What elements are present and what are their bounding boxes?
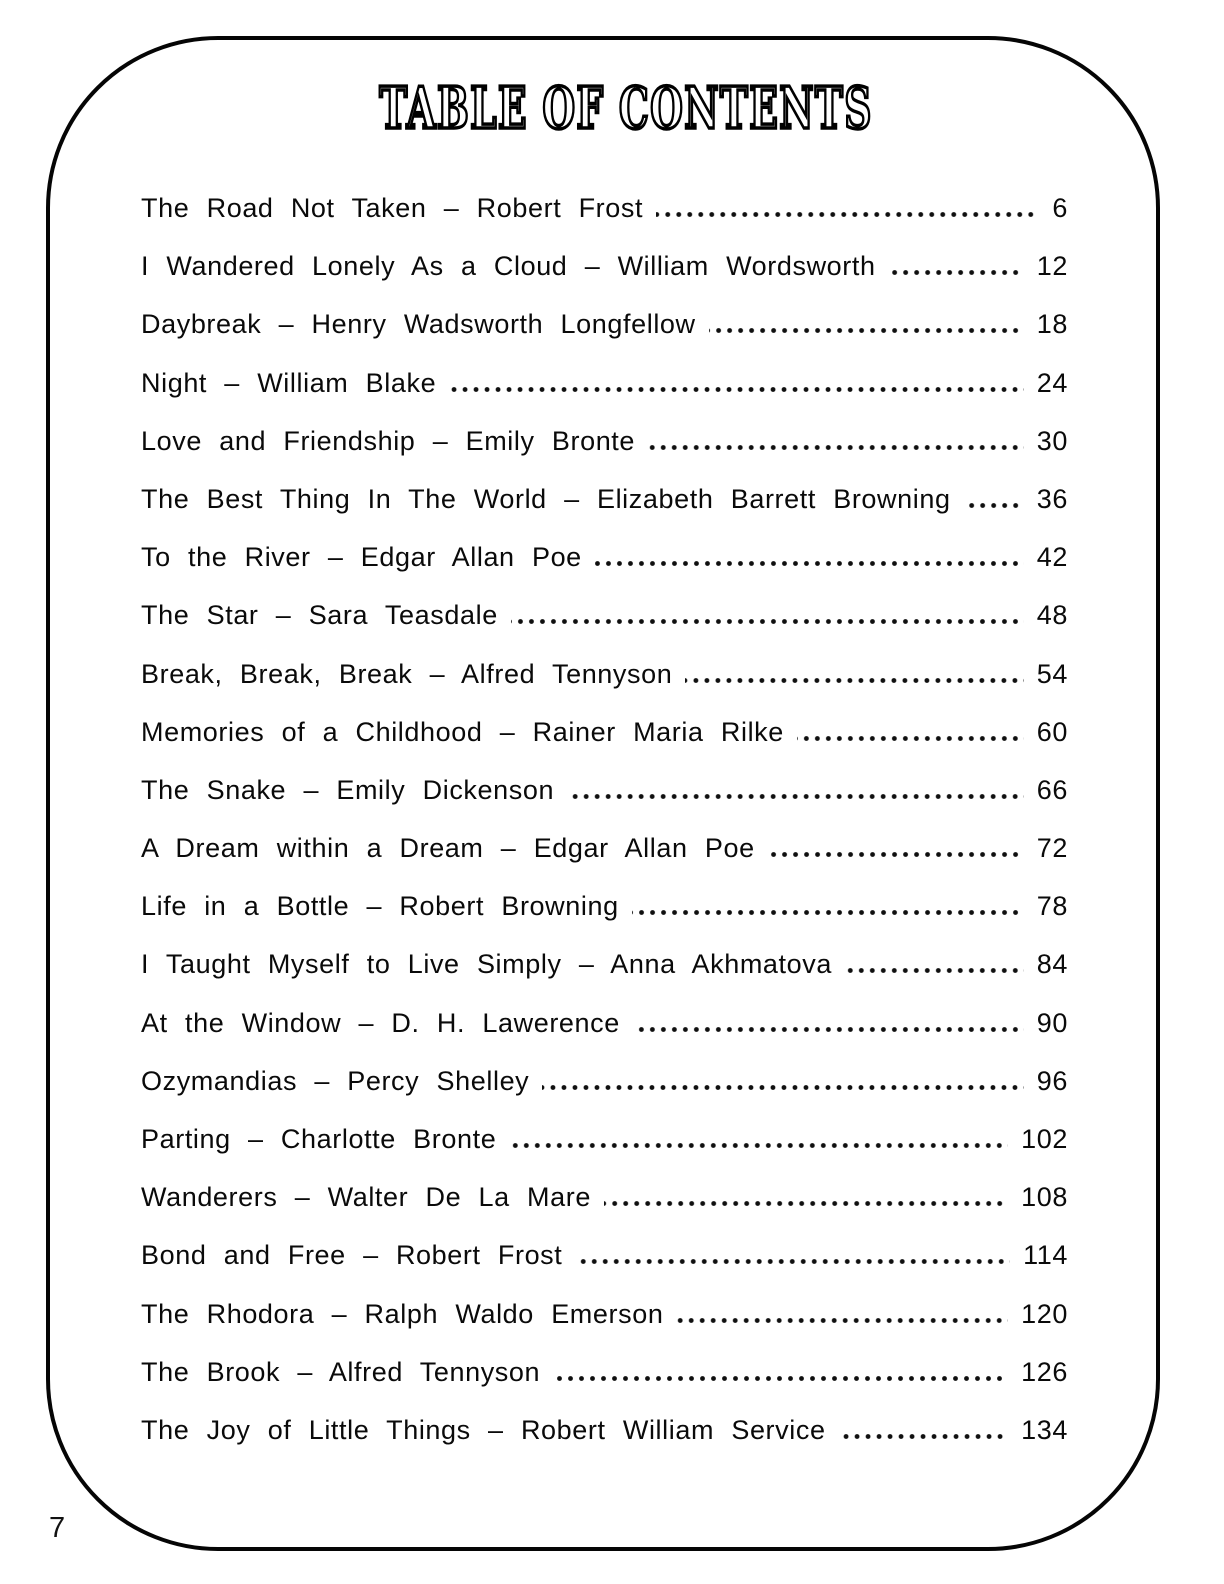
toc-entry	[141, 819, 1068, 877]
dot-leader	[964, 503, 1024, 508]
dot-leader	[511, 619, 1024, 624]
toc-entry-label: Bond and Free – Robert Frost	[141, 1240, 563, 1271]
toc-entry-page: 12	[1036, 251, 1068, 282]
toc-entry-label: A Dream within a Dream – Edgar Allan Poe	[141, 833, 755, 864]
toc-entry	[141, 528, 1068, 586]
dot-leader	[575, 1259, 1010, 1264]
dot-leader	[768, 852, 1024, 857]
dot-leader	[542, 1085, 1023, 1090]
page-title: TABLE OF CONTENTS	[379, 75, 873, 142]
toc-entry-label: The Star – Sara Teasdale	[141, 600, 498, 631]
toc-entry	[141, 295, 1068, 353]
toc-entry	[141, 1110, 1068, 1168]
dot-leader	[604, 1201, 1008, 1206]
toc-entry	[141, 412, 1068, 470]
toc-entry	[141, 994, 1068, 1052]
toc-entry	[141, 935, 1068, 993]
dot-leader	[845, 968, 1024, 973]
dot-leader	[449, 387, 1024, 392]
toc-entry-page: 24	[1036, 367, 1068, 398]
toc-entry-label: Wanderers – Walter De La Mare	[141, 1182, 591, 1213]
toc-entry-page: 6	[1052, 193, 1068, 223]
toc-entry-page: 114	[1023, 1240, 1068, 1271]
toc-entry-label: The Rhodora – Ralph Waldo Emerson	[141, 1298, 664, 1329]
toc-entry-label: The Road Not Taken – Robert Frost	[141, 193, 644, 223]
toc-entry-label: Memories of a Childhood – Rainer Maria Rilke	[141, 716, 784, 747]
toc-entry-page: 108	[1021, 1182, 1068, 1213]
toc-entry	[141, 1343, 1068, 1401]
dot-leader	[553, 1376, 1008, 1381]
toc-entry-page: 66	[1036, 774, 1068, 805]
toc-entry	[141, 237, 1068, 295]
toc-entry-label: Life in a Bottle – Robert Browning	[141, 891, 619, 922]
toc-entry	[141, 1168, 1068, 1226]
toc-entry	[141, 761, 1068, 819]
toc-entry	[141, 877, 1068, 935]
toc-entry-label: The Brook – Alfred Tennyson	[141, 1356, 541, 1387]
toc-entry-label: Break, Break, Break – Alfred Tennyson	[141, 658, 673, 689]
toc-entry-label: I Wandered Lonely As a Cloud – William Wordsworth	[141, 251, 876, 282]
toc-entry-label: Daybreak – Henry Wadsworth Longfellow	[141, 309, 696, 340]
dot-leader	[632, 910, 1024, 915]
toc-entry-label: The Best Thing In The World – Elizabeth Barrett Browning	[141, 483, 951, 514]
toc-entry	[141, 179, 1068, 237]
toc-entry	[141, 354, 1068, 412]
toc-entry-page: 36	[1036, 483, 1068, 514]
dot-leader	[685, 678, 1023, 683]
toc-entry-label: Ozymandias – Percy Shelley	[141, 1065, 530, 1096]
toc-entry-page: 30	[1036, 425, 1068, 456]
toc-entry	[141, 1285, 1068, 1343]
toc-entry	[141, 703, 1068, 761]
toc-entry-page: 120	[1021, 1298, 1068, 1329]
toc-entry-page: 126	[1021, 1356, 1068, 1387]
toc-entry-label: The Snake – Emily Dickenson	[141, 774, 555, 805]
toc-entry-label: Love and Friendship – Emily Bronte	[141, 425, 636, 456]
toc-entry-page: 48	[1036, 600, 1068, 631]
toc-entry-page: 54	[1036, 658, 1068, 689]
dot-leader	[676, 1318, 1008, 1323]
toc-entry-page: 42	[1036, 542, 1068, 573]
toc-entry-label: To the River – Edgar Allan Poe	[141, 542, 582, 573]
toc-entry-page: 72	[1036, 833, 1068, 864]
toc-entry-label: The Joy of Little Things – Robert William Service	[141, 1414, 826, 1445]
dot-leader	[797, 736, 1024, 741]
dot-leader	[656, 212, 1039, 217]
toc-entry	[141, 470, 1068, 528]
dot-leader	[509, 1143, 1008, 1148]
toc-entry-page: 134	[1021, 1414, 1068, 1445]
toc-list	[141, 179, 1068, 1459]
folio-page-number: 7	[49, 1512, 66, 1544]
toc-entry-page: 84	[1036, 949, 1068, 980]
toc-entry-page: 78	[1036, 891, 1068, 922]
toc-entry-page: 90	[1036, 1007, 1068, 1038]
dot-leader	[567, 794, 1024, 799]
toc-entry	[141, 586, 1068, 644]
toc-entry	[141, 1401, 1068, 1459]
dot-leader	[709, 328, 1024, 333]
toc-entry-page: 96	[1036, 1065, 1068, 1096]
toc-entry-page: 102	[1021, 1124, 1068, 1154]
toc-entry-page: 18	[1036, 309, 1068, 340]
dot-leader	[595, 561, 1024, 566]
toc-entry-label: I Taught Myself to Live Simply – Anna Akhmatova	[141, 949, 832, 980]
toc-entry-label: Parting – Charlotte Bronte	[141, 1124, 497, 1154]
toc-entry	[141, 645, 1068, 703]
dot-leader	[648, 445, 1024, 450]
toc-entry	[141, 1226, 1068, 1284]
toc-entry-label: Night – William Blake	[141, 367, 437, 398]
dot-leader	[889, 270, 1024, 275]
toc-entry-page: 60	[1036, 716, 1068, 747]
toc-entry-label: At the Window – D. H. Lawerence	[141, 1007, 620, 1038]
toc-entry	[141, 1052, 1068, 1110]
dot-leader	[839, 1434, 1009, 1439]
dot-leader	[633, 1027, 1024, 1032]
